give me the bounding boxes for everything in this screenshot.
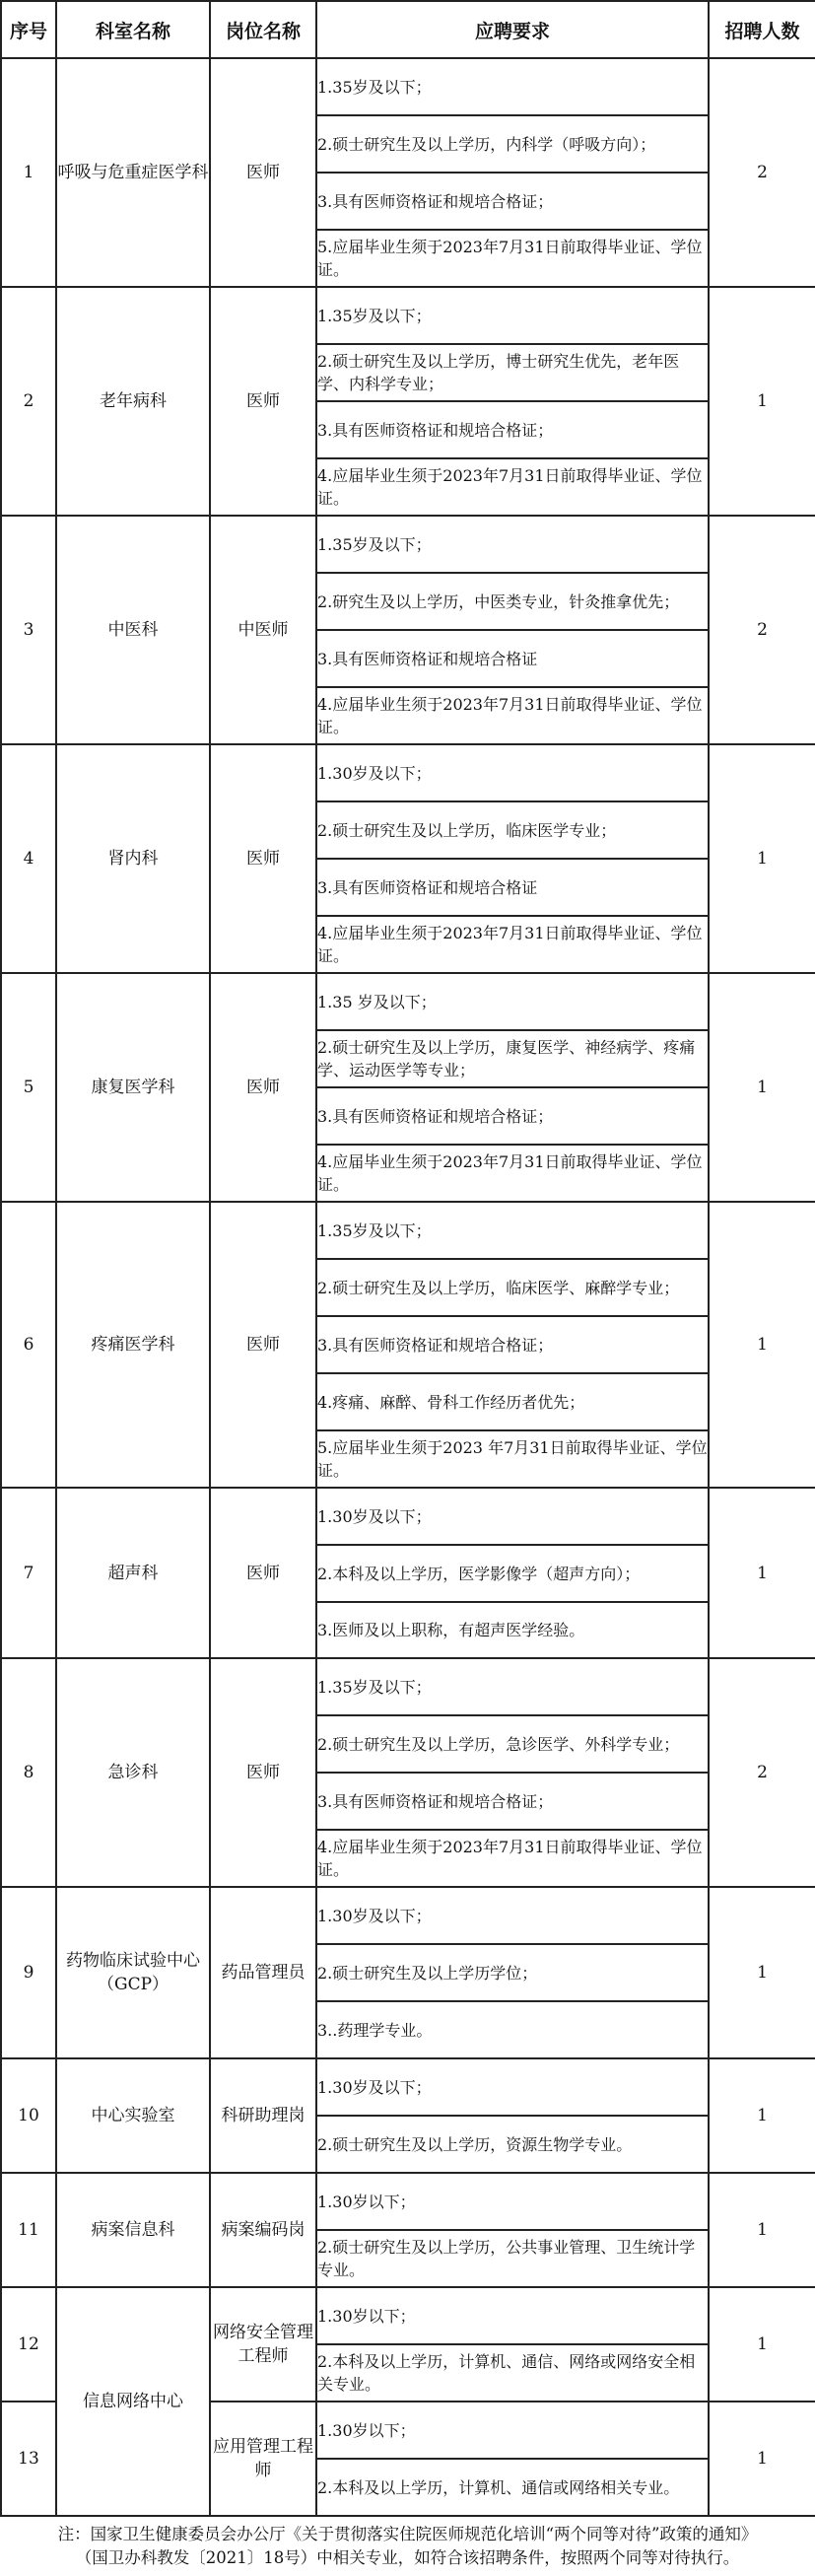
- cell-seq: 5: [1, 973, 56, 1202]
- cell-dept: 病案信息科: [56, 2173, 210, 2287]
- cell-requirement: 4.应届毕业生须于2023年7月31日前取得毕业证、学位证。: [316, 458, 709, 516]
- cell-requirement: 1.30岁及以下；: [316, 1488, 709, 1545]
- cell-requirement: 3.具有医师资格证和规培合格证；: [316, 1316, 709, 1373]
- cell-dept: 中心实验室: [56, 2058, 210, 2173]
- cell-requirement: 2.本科及以上学历，计算机、通信、网络或网络安全相关专业。: [316, 2344, 709, 2402]
- cell-count: 1: [709, 973, 815, 1202]
- cell-dept: 药物临床试验中心（GCP）: [56, 1887, 210, 2058]
- table-row: [1, 2058, 815, 2116]
- cell-requirement: 3..药理学专业。: [316, 2001, 709, 2058]
- footnote-line-1: 注：国家卫生健康委员会办公厅《关于贯彻落实住院医师规范化培训“两个同等对待”政策的通知》: [57, 2525, 758, 2543]
- cell-count: 1: [709, 2287, 815, 2402]
- header-requirements: 应聘要求: [316, 1, 709, 58]
- cell-count: 1: [709, 287, 815, 516]
- cell-dept: 急诊科: [56, 1658, 210, 1887]
- header-seq: 序号: [1, 1, 56, 58]
- cell-count: 1: [709, 2402, 815, 2516]
- cell-requirement: 3.具有医师资格证和规培合格证: [316, 630, 709, 687]
- cell-seq: 8: [1, 1658, 56, 1887]
- cell-requirement: 2.研究生及以上学历，中医类专业，针灸推拿优先；: [316, 573, 709, 630]
- table-row: [1, 1202, 815, 1259]
- cell-seq: 3: [1, 516, 56, 744]
- cell-requirement: 1.35岁及以下；: [316, 1202, 709, 1259]
- cell-requirement: 1.30岁及以下；: [316, 2058, 709, 2116]
- cell-position: 应用管理工程师: [210, 2402, 316, 2516]
- cell-position: 医师: [210, 1202, 316, 1488]
- cell-dept: 老年病科: [56, 287, 210, 516]
- cell-seq: 9: [1, 1887, 56, 2058]
- cell-count: 1: [709, 2058, 815, 2173]
- cell-count: 2: [709, 58, 815, 287]
- cell-requirement: 3.具有医师资格证和规培合格证；: [316, 173, 709, 230]
- cell-position: 网络安全管理工程师: [210, 2287, 316, 2402]
- cell-dept: 信息网络中心: [56, 2287, 210, 2516]
- cell-requirement: 1.35岁及以下；: [316, 516, 709, 573]
- table-row: [1, 973, 815, 1030]
- cell-requirement: 5.应届毕业生须于2023年7月31日前取得毕业证、学位证。: [316, 230, 709, 287]
- cell-dept: 超声科: [56, 1488, 210, 1658]
- cell-requirement: 2.硕士研究生及以上学历，资源生物学专业。: [316, 2116, 709, 2173]
- cell-requirement: 3.具有医师资格证和规培合格证；: [316, 1773, 709, 1830]
- table-row: [1, 2287, 815, 2344]
- cell-requirement: 3.具有医师资格证和规培合格证；: [316, 1087, 709, 1145]
- header-position: 岗位名称: [210, 1, 316, 58]
- cell-requirement: 1.30岁以下；: [316, 2402, 709, 2459]
- cell-count: 2: [709, 1658, 815, 1887]
- cell-requirement: 2.硕士研究生及以上学历，急诊医学、外科学专业；: [316, 1715, 709, 1773]
- cell-requirement: 2.硕士研究生及以上学历，公共事业管理、卫生统计学专业。: [316, 2230, 709, 2287]
- cell-dept: 康复医学科: [56, 973, 210, 1202]
- table-row: [1, 287, 815, 344]
- cell-dept: 肾内科: [56, 744, 210, 973]
- cell-seq: 2: [1, 287, 56, 516]
- cell-requirement: 1.30岁以下；: [316, 2287, 709, 2344]
- table-row: [1, 516, 815, 573]
- cell-position: 药品管理员: [210, 1887, 316, 2058]
- cell-seq: 6: [1, 1202, 56, 1488]
- cell-requirement: 1.35岁及以下；: [316, 1658, 709, 1715]
- cell-seq: 12: [1, 2287, 56, 2402]
- cell-requirement: 5.应届毕业生须于2023 年7月31日前取得毕业证、学位证。: [316, 1430, 709, 1488]
- cell-requirement: 1.35岁及以下；: [316, 58, 709, 115]
- table-row: [1, 58, 815, 115]
- cell-requirement: 4.疼痛、麻醉、骨科工作经历者优先；: [316, 1373, 709, 1430]
- cell-seq: 4: [1, 744, 56, 973]
- cell-requirement: 2.硕士研究生及以上学历学位；: [316, 1944, 709, 2001]
- table-row: [1, 1488, 815, 1545]
- cell-seq: 11: [1, 2173, 56, 2287]
- table-row: [1, 1658, 815, 1715]
- cell-requirement: 2.硕士研究生及以上学历，博士研究生优先，老年医学、内科学专业；: [316, 344, 709, 401]
- cell-position: 中医师: [210, 516, 316, 744]
- cell-seq: 13: [1, 2402, 56, 2516]
- cell-dept: 中医科: [56, 516, 210, 744]
- cell-requirement: 1.30岁及以下；: [316, 1887, 709, 1944]
- table-row: [1, 744, 815, 801]
- cell-requirement: 2.硕士研究生及以上学历，内科学（呼吸方向）；: [316, 115, 709, 173]
- table-row: [1, 2173, 815, 2230]
- cell-requirement: 1.30岁以下；: [316, 2173, 709, 2230]
- cell-position: 医师: [210, 744, 316, 973]
- cell-count: 1: [709, 744, 815, 973]
- cell-requirement: 4.应届毕业生须于2023年7月31日前取得毕业证、学位证。: [316, 916, 709, 973]
- cell-position: 医师: [210, 973, 316, 1202]
- cell-requirement: 1.35岁及以下；: [316, 287, 709, 344]
- cell-position: 医师: [210, 1658, 316, 1887]
- cell-requirement: 2.硕士研究生及以上学历，临床医学、麻醉学专业；: [316, 1259, 709, 1316]
- cell-requirement: 4.应届毕业生须于2023年7月31日前取得毕业证、学位证。: [316, 1830, 709, 1887]
- cell-count: 1: [709, 1202, 815, 1488]
- cell-position: 医师: [210, 287, 316, 516]
- cell-seq: 7: [1, 1488, 56, 1658]
- cell-position: 科研助理岗: [210, 2058, 316, 2173]
- cell-position: 医师: [210, 58, 316, 287]
- footnote: [0, 2521, 815, 2576]
- cell-position: 医师: [210, 1488, 316, 1658]
- cell-requirement: 3.具有医师资格证和规培合格证；: [316, 401, 709, 458]
- cell-requirement: 2.硕士研究生及以上学历，临床医学专业；: [316, 801, 709, 859]
- cell-requirement: 2.本科及以上学历，计算机、通信或网络相关专业。: [316, 2459, 709, 2516]
- cell-position: 病案编码岗: [210, 2173, 316, 2287]
- cell-requirement: 1.35 岁及以下；: [316, 973, 709, 1030]
- header-dept: 科室名称: [56, 1, 210, 58]
- cell-dept: 呼吸与危重症医学科: [56, 58, 210, 287]
- footnote-line-2: （国卫办科教发〔2021〕18号）中相关专业，如符合该招聘条件，按照两个同等对待执行。: [75, 2548, 740, 2567]
- cell-dept: 疼痛医学科: [56, 1202, 210, 1488]
- cell-count: 1: [709, 1887, 815, 2058]
- table-body: [1, 58, 815, 2516]
- header-row: [1, 1, 815, 58]
- cell-count: 1: [709, 1488, 815, 1658]
- cell-requirement: 3.具有医师资格证和规培合格证: [316, 859, 709, 916]
- cell-count: 1: [709, 2173, 815, 2287]
- table-row: [1, 1887, 815, 1944]
- cell-seq: 10: [1, 2058, 56, 2173]
- cell-requirement: 4.应届毕业生须于2023年7月31日前取得毕业证、学位证。: [316, 1145, 709, 1202]
- cell-requirement: 3.医师及以上职称，有超声医学经验。: [316, 1602, 709, 1658]
- cell-requirement: 4.应届毕业生须于2023年7月31日前取得毕业证、学位证。: [316, 687, 709, 744]
- header-count: 招聘人数: [709, 1, 815, 58]
- cell-count: 2: [709, 516, 815, 744]
- cell-requirement: 2.本科及以上学历，医学影像学（超声方向）；: [316, 1545, 709, 1602]
- cell-seq: 1: [1, 58, 56, 287]
- cell-requirement: 2.硕士研究生及以上学历，康复医学、神经病学、疼痛学、运动医学等专业；: [316, 1030, 709, 1087]
- cell-requirement: 1.30岁及以下；: [316, 744, 709, 801]
